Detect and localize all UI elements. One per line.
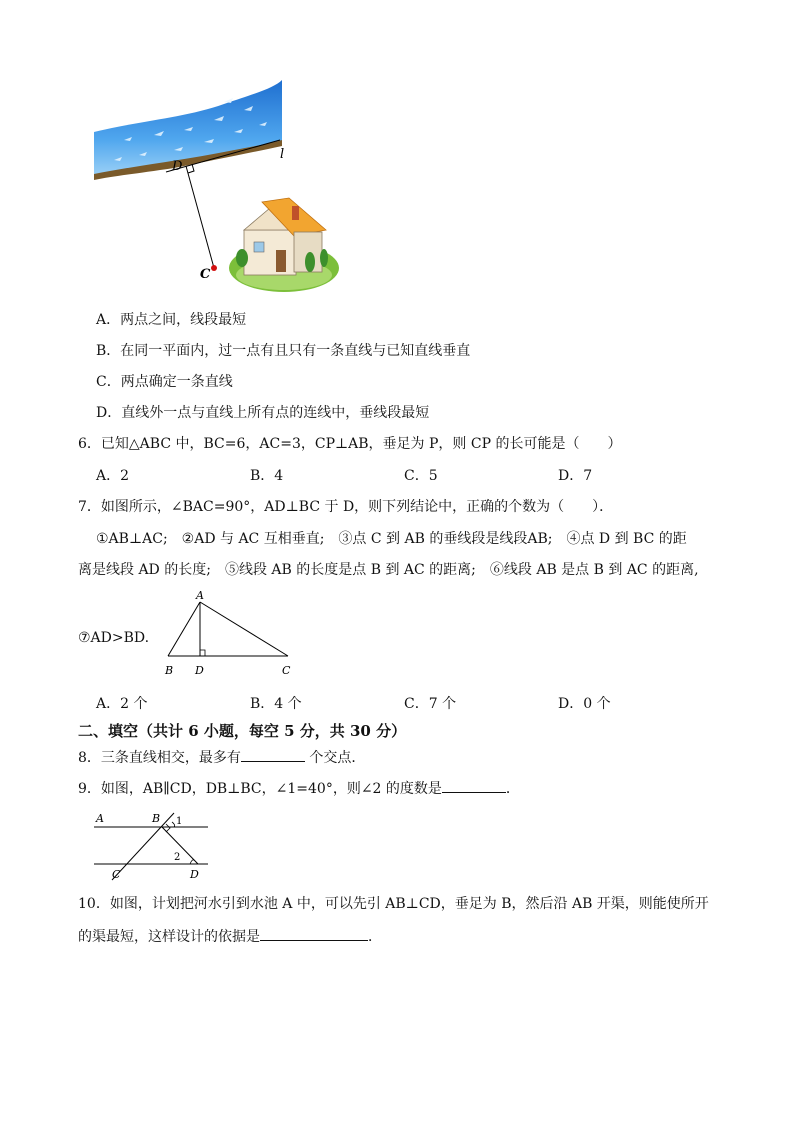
q5-option-b: B．在同一平面内，过一点有且只有一条直线与已知直线垂直 bbox=[96, 343, 471, 359]
q7-stem: 7．如图所示，∠BAC=90°，AD⊥BC 于 D，则下列结论中，正确的个数为（ ）． bbox=[78, 499, 614, 515]
q10-line1: 10．如图，计划把河水引到水池 A 中，可以先引 AB⊥CD，垂足为 B，然后沿 AB 开渠，则能使所开 bbox=[78, 896, 709, 912]
q6-option-d: D．7 bbox=[558, 468, 593, 484]
triangle-abc-figure bbox=[160, 588, 300, 680]
point-c bbox=[211, 265, 217, 271]
pl-label-d: D bbox=[190, 868, 199, 881]
q10-line2 bbox=[78, 926, 382, 947]
q7-statements-line1: ①AB⊥AC; ②AD 与 AC 互相垂直; ③点 C 到 AB 的垂线段是线段AB; ④点 D 到 BC 的距 bbox=[96, 531, 687, 547]
q10-text-before: 的渠最短，这样设计的依据是 bbox=[78, 929, 260, 945]
tri-label-b: B bbox=[165, 664, 174, 677]
q10-text-after: ． bbox=[368, 929, 382, 945]
q6-option-c: C．5 bbox=[404, 468, 438, 484]
q7-statements-line2: 离是线段 AD 的长度; ⑤线段 AB 的长度是点 B 到 AC 的距离; ⑥线段 AB 是点 B 到 AC 的距离, bbox=[78, 562, 699, 578]
q7-statements-line3: ⑦AD>BD. bbox=[78, 630, 150, 646]
q7-option-b: B．4 个 bbox=[250, 696, 302, 712]
q6-option-b: B．4 bbox=[250, 468, 284, 484]
q8-question bbox=[78, 747, 365, 768]
tri-label-c: C bbox=[282, 664, 291, 677]
segment-dc bbox=[186, 166, 214, 268]
label-c: C bbox=[200, 267, 211, 282]
q6-option-a: A．2 bbox=[96, 468, 130, 484]
q10-answer-blank[interactable] bbox=[260, 926, 368, 941]
q7-option-d: D．0 个 bbox=[558, 696, 611, 712]
house-wall bbox=[244, 230, 296, 275]
q9-text-after: ． bbox=[505, 781, 520, 797]
q5-option-a: A．两点之间，线段最短 bbox=[96, 312, 247, 328]
pl-label-c: C bbox=[112, 868, 121, 881]
q6-stem: 6．已知△ABC 中，BC=6，AC=3，CP⊥AB，垂足为 P，则 CP 的长可能是（ ） bbox=[78, 436, 622, 452]
q7-option-c: C．7 个 bbox=[404, 696, 457, 712]
section-fill-in-title: 二、填空（共计 6 小题，每空 5 分，共 30 分） bbox=[78, 722, 407, 740]
river-house-figure bbox=[94, 80, 339, 298]
q7-option-a: A．2 个 bbox=[96, 696, 148, 712]
tri-label-a: A bbox=[196, 589, 204, 602]
pl-label-b: B bbox=[152, 812, 161, 825]
pl-label-2: 2 bbox=[174, 852, 181, 863]
q9-answer-blank[interactable] bbox=[442, 778, 506, 793]
pl-label-1: 1 bbox=[176, 816, 183, 827]
house-door bbox=[276, 250, 286, 272]
q8-answer-blank[interactable] bbox=[241, 747, 305, 762]
q9-text-before: 9．如图，AB∥CD，DB⊥BC，∠1=40°，则∠2 的度数是 bbox=[78, 781, 442, 797]
label-l: l bbox=[280, 147, 285, 162]
pl-label-a: A bbox=[96, 812, 104, 825]
chimney bbox=[292, 206, 299, 220]
label-d: D bbox=[172, 159, 183, 174]
q5-option-c: C．两点确定一条直线 bbox=[96, 374, 233, 390]
q9-question bbox=[78, 778, 520, 799]
q8-text-before: 8．三条直线相交，最多有 bbox=[78, 750, 241, 766]
q5-option-d: D．直线外一点与直线上所有点的连线中，垂线段最短 bbox=[96, 405, 430, 421]
q8-text-after: 个交点． bbox=[304, 750, 366, 766]
tri-label-d: D bbox=[195, 664, 204, 677]
parallel-lines-figure bbox=[90, 808, 212, 882]
